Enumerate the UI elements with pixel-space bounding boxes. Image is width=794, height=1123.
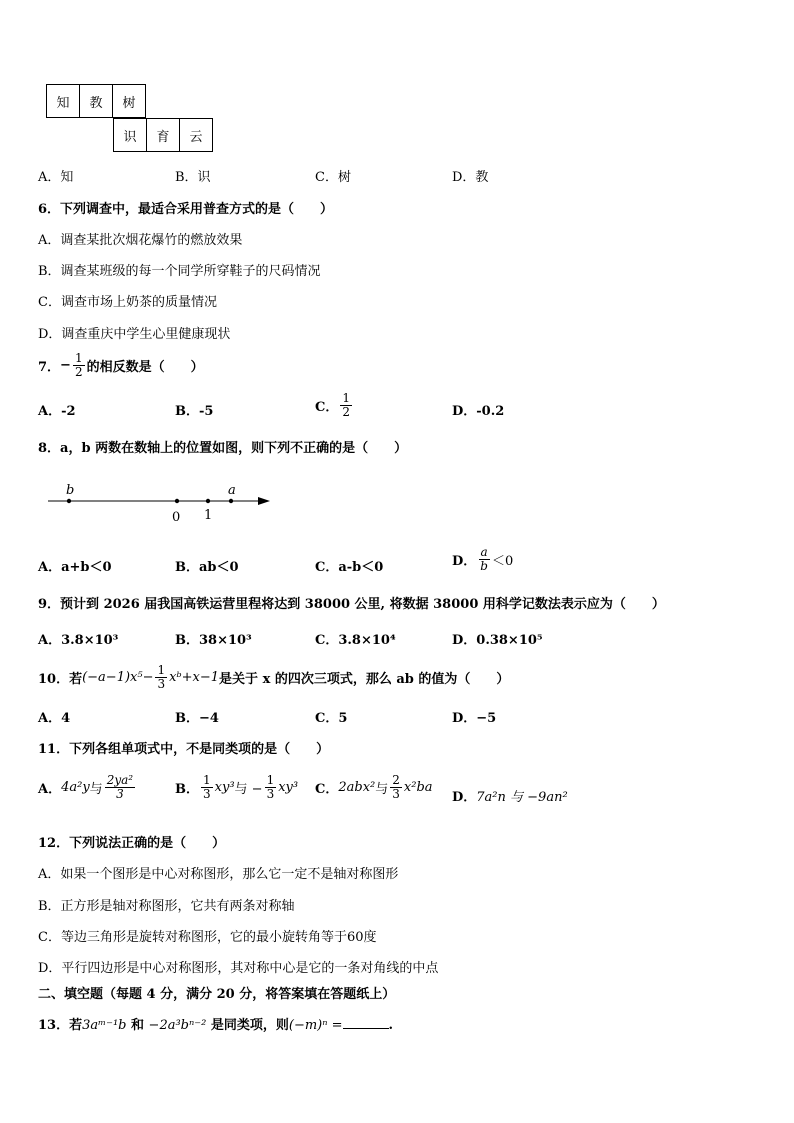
q11-optb-fraction2	[265, 774, 277, 801]
q11-optb-den1: 3	[203, 787, 211, 802]
q12-option-b: B．正方形是轴对称图形，它共有两条对称轴	[38, 899, 295, 914]
q6-option-a: A．调查某批次烟花爆竹的燃放效果	[38, 233, 243, 248]
q10-stem	[38, 664, 509, 691]
q12-stem: 12．下列说法正确的是（ ）	[38, 836, 226, 851]
q9-option-b: B．38×10³	[175, 633, 252, 648]
q7-optc-den: 2	[342, 405, 350, 420]
q10-expr2: xᵇ+x−1	[169, 670, 220, 686]
q11-opta-num: 2ya²	[106, 773, 134, 787]
number-line-figure	[40, 478, 280, 528]
label-one: 1	[204, 508, 213, 523]
q10-option-c: C．5	[315, 711, 348, 726]
q10-fraction	[155, 664, 167, 691]
q13-stem	[38, 1014, 393, 1033]
q7-optc-fraction	[340, 392, 352, 419]
q13-expr1: 3aᵐ⁻¹b	[82, 1018, 127, 1033]
q11-optc-label: C．	[315, 782, 339, 798]
q7-fraction	[73, 352, 85, 379]
number-line-arrow	[258, 497, 270, 505]
q11-opta-expr: 4a²y	[61, 780, 90, 796]
q11-optb-and: 与 −	[234, 782, 263, 798]
q12-option-d: D．平行四边形是中心对称图形，其对称中心是它的一条对角线的中点	[38, 961, 439, 976]
net-cell: 教	[80, 85, 113, 118]
q11-opta-and: 与	[89, 782, 103, 798]
q11-option-d	[452, 786, 568, 805]
net-cell: 树	[113, 85, 146, 118]
q8-stem: 8．a，b 两数在数轴上的位置如图，则下列不正确的是（ ）	[38, 441, 408, 456]
q11-optb-expr1: xy³	[214, 780, 235, 796]
net-cell: 云	[180, 119, 213, 152]
q6-option-d: D．调查重庆中学生心里健康现状	[38, 327, 231, 342]
q13-answer-blank[interactable]	[343, 1016, 389, 1029]
net-cell: 识	[114, 119, 147, 152]
q8-option-a: A．a+b＜0	[38, 560, 112, 575]
q7-option-b: B．-5	[175, 404, 214, 419]
q8-option-d	[452, 546, 513, 573]
q10-tail: 是关于 x 的四次三项式，那么 ab 的值为（ ）	[219, 672, 510, 688]
q11-option-c	[315, 774, 433, 801]
label-a: a	[228, 483, 236, 498]
q10-num: 10．若	[38, 672, 83, 688]
point-one	[206, 499, 210, 503]
q11-optb-den2: 3	[266, 787, 275, 802]
q6-option-b: B．调查某班级的每一个同学所穿鞋子的尺码情况	[38, 264, 321, 279]
q11-optc-and: 与	[375, 782, 389, 798]
cube-net-row2	[113, 118, 213, 152]
q7-option-c	[315, 392, 354, 419]
q11-optb-expr2: xy³	[278, 780, 299, 796]
q13-and: 和	[126, 1018, 149, 1033]
net-cell: 知	[47, 85, 80, 118]
label-b: b	[66, 483, 75, 498]
q6-stem: 6．下列调查中，最适合采用普查方式的是（ ）	[38, 202, 334, 217]
q10-expr1: (−a−1)x⁵−	[82, 670, 154, 686]
q11-optc-expr2: x²ba	[403, 780, 433, 796]
q7-frac-den: 2	[74, 365, 83, 380]
q7-frac-num: 1	[74, 351, 83, 365]
label-zero: 0	[172, 510, 181, 525]
q7-num: 7．	[38, 360, 61, 376]
q9-stem: 9．预计到 2026 届我国高铁运营里程将达到 38000 公里, 将数据 38000 用科学记数法表示应为（ ）	[38, 597, 665, 612]
q11-optb-label: B．	[175, 782, 199, 798]
q7-optc-num: 1	[342, 391, 350, 405]
q9-option-c: C．3.8×10⁴	[315, 633, 396, 648]
q11-optb-fraction1	[201, 774, 213, 801]
q11-opta-den: 3	[116, 787, 124, 802]
q11-optc-fraction	[390, 774, 402, 801]
q12-option-a: A．如果一个图形是中心对称图形，那么它一定不是轴对称图形	[38, 867, 399, 882]
q7-option-a: A．-2	[38, 404, 76, 419]
q7-stem	[38, 352, 204, 379]
q5-option-a: A．知	[38, 170, 74, 185]
q13-expr3: (−m)ⁿ =	[288, 1018, 343, 1033]
q11-optc-num: 2	[392, 773, 400, 787]
q5-option-d: D．教	[452, 170, 489, 185]
q11-optb-num2: 1	[266, 773, 275, 787]
q8-optd-fraction	[478, 546, 490, 573]
q11-optc-den: 3	[392, 787, 400, 802]
q10-option-b: B．−4	[175, 711, 219, 726]
q8-optd-label: D．	[452, 554, 477, 570]
q11-option-a	[38, 774, 137, 801]
q7-optc-label: C．	[315, 400, 339, 416]
q6-option-c: C．调查市场上奶茶的质量情况	[38, 295, 217, 310]
point-b	[67, 499, 71, 503]
q7-option-d: D．-0.2	[452, 404, 505, 419]
net-cell: 育	[147, 119, 180, 152]
q10-option-d: D．−5	[452, 711, 497, 726]
q13-num: 13．若	[38, 1018, 83, 1033]
section-heading: 二、填空题（每题 4 分，满分 20 分，将答案填在答题纸上）	[38, 987, 396, 1002]
q11-optb-num1: 1	[203, 773, 211, 787]
q11-optc-expr: 2abx²	[338, 780, 376, 796]
q5-option-c: C．树	[315, 170, 351, 185]
q13-expr2: −2a³bⁿ⁻²	[148, 1018, 207, 1033]
q7-minus: −	[60, 358, 71, 374]
q8-option-c: C．a-b＜0	[315, 560, 384, 575]
q10-frac-den: 3	[157, 677, 166, 692]
q11-optd-label: D．	[452, 790, 477, 805]
q11-optd-expr: 7a²n 与 −9an²	[476, 790, 568, 805]
point-zero	[175, 499, 179, 503]
q11-opta-fraction	[105, 774, 135, 801]
q5-option-b: B．识	[175, 170, 211, 185]
q11-opta-label: A．	[38, 782, 62, 798]
q11-stem: 11．下列各组单项式中，不是同类项的是（ ）	[38, 742, 330, 757]
cube-net-row1	[46, 84, 146, 118]
q10-frac-num: 1	[157, 663, 166, 677]
q13-end: .	[388, 1018, 394, 1033]
q12-option-c: C．等边三角形是旋转对称图形，它的最小旋转角等于60度	[38, 930, 377, 945]
q8-optd-tail: ＜0	[491, 554, 514, 570]
q8-option-b: B．ab＜0	[175, 560, 239, 575]
q9-option-d: D．0.38×10⁵	[452, 633, 543, 648]
q9-option-a: A．3.8×10³	[38, 633, 119, 648]
q11-option-b	[175, 774, 298, 801]
q13-mid: 是同类项，则	[206, 1018, 289, 1033]
q8-optd-num: a	[480, 545, 488, 559]
q7-tail: 的相反数是（ ）	[86, 360, 204, 376]
q8-optd-den: b	[480, 559, 488, 574]
q10-option-a: A．4	[38, 711, 71, 726]
point-a	[229, 499, 233, 503]
